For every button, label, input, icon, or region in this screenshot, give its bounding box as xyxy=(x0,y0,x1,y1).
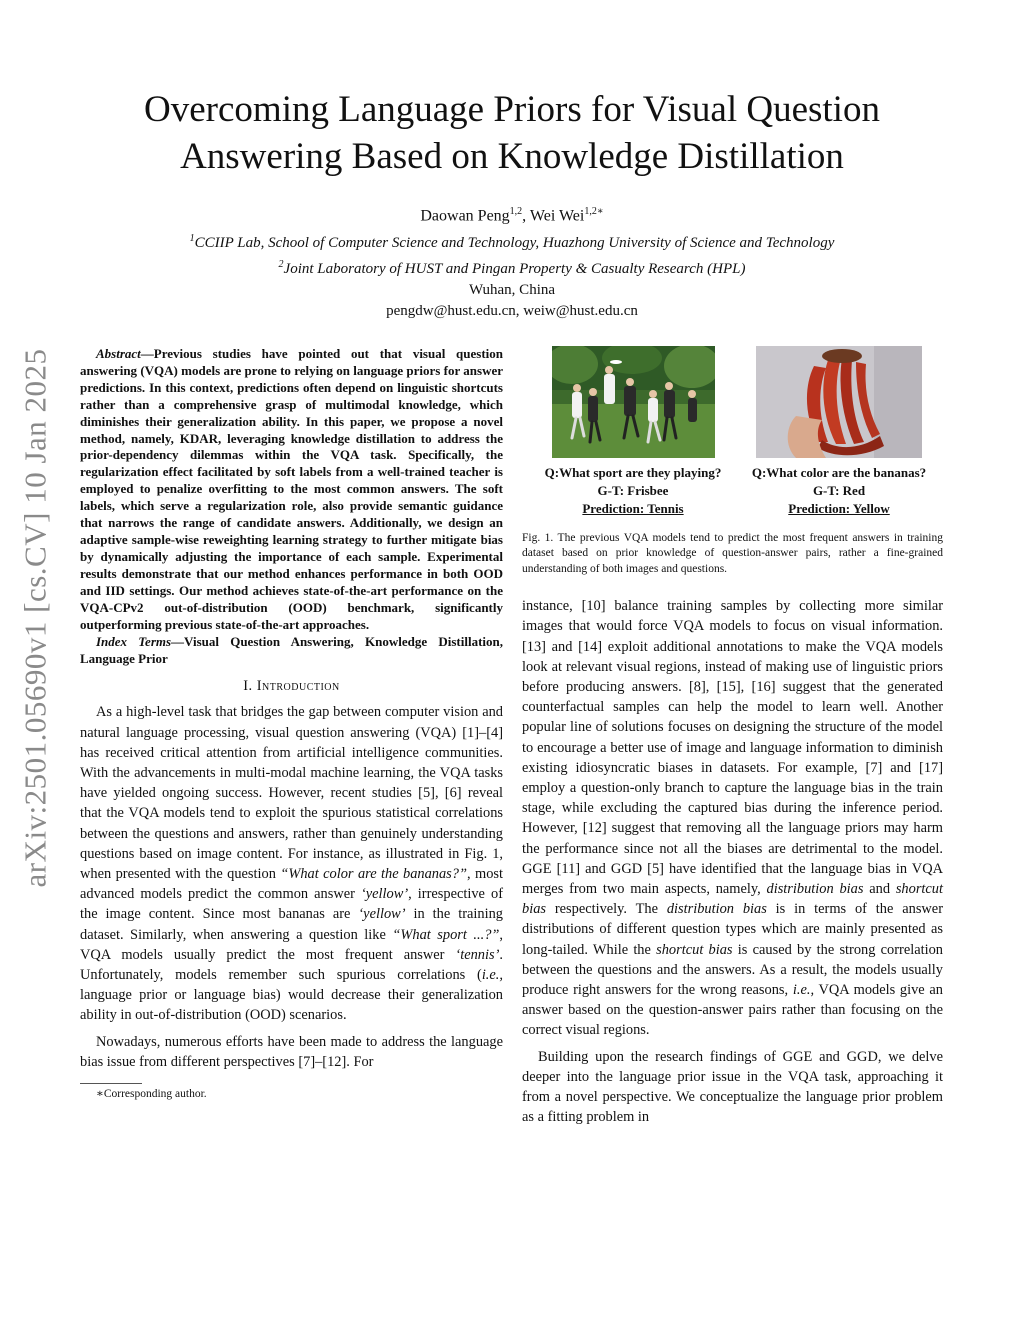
affiliation-text: CCIIP Lab, School of Computer Science and Technology, Huazhong University of Science and Technology xyxy=(194,235,835,252)
location: Wuhan, China xyxy=(468,282,556,299)
figure-prediction-2: Prediction: Yellow xyxy=(788,501,890,516)
figure-1 xyxy=(522,346,943,577)
author-affiliation-marker: 1,2 xyxy=(509,206,523,217)
affiliation-line xyxy=(90,254,934,280)
arxiv-identifier xyxy=(8,328,64,908)
affiliation-line xyxy=(90,228,934,254)
index-terms-text: —Visual Question Answering, Knowledge Distillation, Language Prior xyxy=(80,634,503,667)
figure-ground-truth-1: G-T: Frisbee xyxy=(597,483,669,498)
body-paragraph: instance, [10] balance training samples by collecting more similar images that would force VQA models to focus on visual information. [13] and [14] exploit additional annotations to make the VQA models look at relevant visual regions, instead of making use of linguistic priors before producing answers. [8], [15], [16] suggest that the generated counterfactual samples can help the model to learn well. Another popular line of solutions focuses on designing the structure of the model to encourage a better use of image and language information to diminish existing idiosyncratic biases in datasets. For example, [7] and [17] employ a question-only branch to capture the language bias in the train stage, while excluding the captured bias during the inference period. However, [12] suggest that removing all the language priors may harm the performance since not all the biases are detrimental to the model. GGE [11] and GGD [5] have identified that the language bias in VQA merges from two main aspects, namely, distribution bias and shortcut bias respectively. The distribution bias is in terms of the answer distributions of different question types which are mainly presented as long-tailed. While the shortcut bias is caused by the strong correlation between the questions and the answers. As a result, the models usually produce right answers for the wrong reasons, i.e., VQA models give an answer based on the question-answer pairs rather than focusing on the correct visual regions. xyxy=(522,598,944,1039)
footnote: ∗Corresponding author. xyxy=(96,1088,207,1101)
bananas-photo xyxy=(756,346,922,458)
abstract xyxy=(80,346,503,633)
author-separator: , xyxy=(522,207,530,225)
affiliation-marker: 1 xyxy=(189,233,195,245)
abstract-label: Abstract xyxy=(96,346,141,361)
figure-caption: Fig. 1. The previous VQA models tend to predict the most frequent answers in training dataset based on prior knowledge of question-answer pairs, rather a fine-grained understanding of both images and questions. xyxy=(522,532,943,575)
author-affiliation-marker: 1,2∗ xyxy=(584,206,604,217)
frisbee-photo xyxy=(552,346,715,458)
footnote-divider xyxy=(80,1083,142,1084)
section-heading-introduction: I. Introduction xyxy=(243,678,340,695)
affiliation-text: Joint Laboratory of HUST and Pingan Property & Casualty Research (HPL) xyxy=(283,261,746,278)
author-names xyxy=(90,201,934,226)
author-emails: pengdw@hust.edu.cn, weiw@hust.edu.cn xyxy=(386,303,638,320)
right-column xyxy=(522,346,943,1128)
author-name: Daowan Peng xyxy=(420,207,510,225)
author-block xyxy=(90,201,934,322)
body-paragraph: Building upon the research findings of GGE and GGD, we delve deeper into the language prior issue in the VQA task, approaching it from a novel perspective. We conceptualize the language prior problem as a fitting problem in xyxy=(522,1048,943,1126)
intro-paragraph: Nowadays, numerous efforts have been made to address the language bias issue from different perspectives [7]–[12]. For xyxy=(80,1033,503,1070)
index-terms-label: Index Terms xyxy=(96,634,172,650)
author-name: Wei Wei xyxy=(529,207,585,225)
figure-panels xyxy=(530,346,942,518)
figure-question-2: Q:What color are the bananas? xyxy=(751,465,927,480)
figure-panel-bananas xyxy=(736,346,942,518)
figure-ground-truth-2: G-T: Red xyxy=(812,483,866,498)
index-terms xyxy=(80,634,503,668)
right-body xyxy=(522,596,943,1127)
figure-question-1: Q:What sport are they playing? xyxy=(544,465,722,480)
figure-prediction-1: Prediction: Tennis xyxy=(582,501,684,516)
abstract-text: —Previous studies have pointed out that visual question answering (VQA) models are prone to relying on language priors for answer predictions. In this context, predictions often depend on linguistic shortcuts rather than a comprehensive grasp of multimodal knowledge, which diminishes their generalization ability. In this paper, we propose a novel method, namely, KDAR, leveraging knowledge distillation to address the prior-dependency dilemmas within the VQA task. Specifically, the regularization effect facilitated by soft labels from a well-trained teacher is employed to penalize overfitting to the most common answers. The soft labels, which serve a regularization role, also provide semantic guidance that narrows the range of candidate answers. Additionally, we design an adaptive sample-wise reweighting learning strategy to further mitigate bias by dynamically adjusting the importance of each sample. Experimental results demonstrate that our method enhances performance in both OOD and IID settings. Our method achieves state-of-the-art performance on the VQA-CPv2 out-of-distribution (OOD) benchmark, significantly outperforming previous state-of-the-art approaches. xyxy=(80,346,503,632)
affiliation-marker: 2 xyxy=(278,259,284,271)
intro-paragraph: As a high-level task that bridges the gap between computer vision and natural language processing, visual question answering (VQA) [1]–[4] has received critical attention from artificial intelligence communities. With the advancements in multi-modal machine learning, the VQA tasks have yielded ongoing success. However, recent studies [5], [6] reveal that the VQA models tend to exploit the spurious statistical correlations between the questions and answers, rather than genuinely understanding questions based on image content. For instance, as illustrated in Fig. 1, when presented with the question “What color are the bananas?”, most advanced models predict the common answer ‘yellow’, irrespective of the image content. Since most bananas are ‘yellow’ in the training dataset. Similarly, when answering a question like “What sport ...?”, VQA models usually predict the most frequent answer ‘tennis’. Unfortunately, models remember such spurious correlations (i.e., language prior or language bias) would decrease their generalization ability in out-of-distribution (OOD) scenarios. xyxy=(80,704,503,1024)
arxiv-identifier-text: arXiv:2501.05690v1 [cs.CV] 10 Jan 2025 xyxy=(18,348,53,888)
figure-panel-frisbee xyxy=(530,346,736,518)
left-column xyxy=(80,346,503,1102)
paper-title: Overcoming Language Priors for Visual Question Answering Based on Knowledge Distillation xyxy=(144,89,880,177)
